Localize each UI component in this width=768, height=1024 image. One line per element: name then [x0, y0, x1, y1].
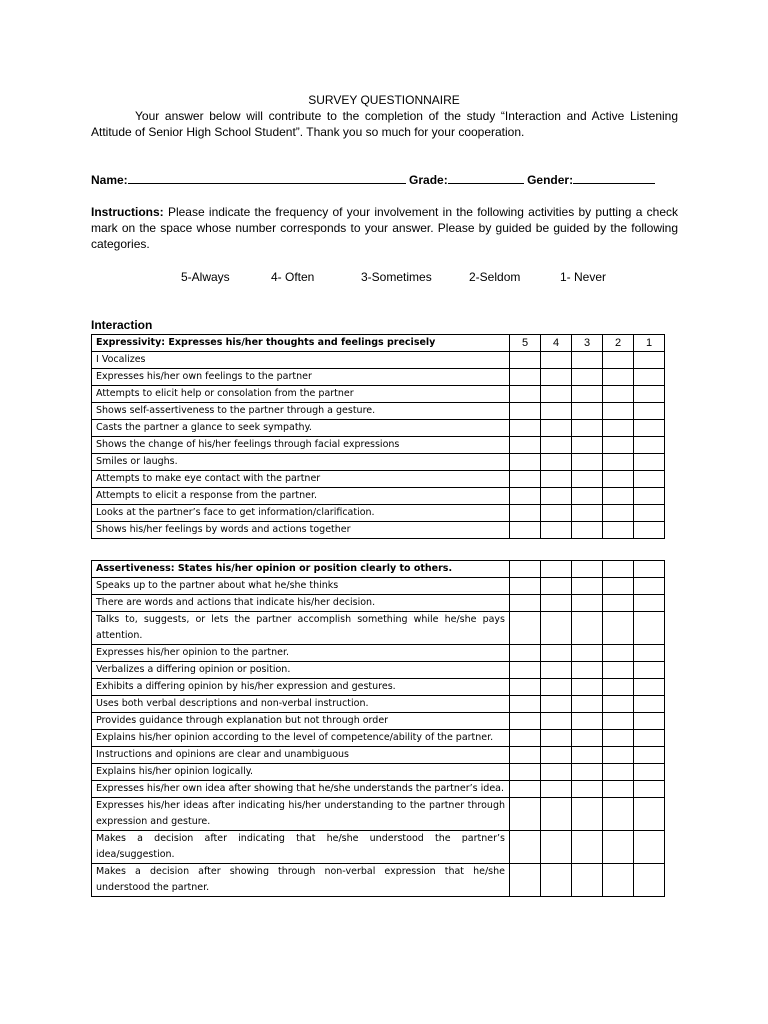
item-text: Attempts to elicit a response from the partner.: [92, 488, 510, 505]
check-cell-4[interactable]: [541, 505, 572, 522]
scale-often: 4- Often: [271, 270, 315, 284]
item-text: Smiles or laughs.: [92, 454, 510, 471]
check-cell-4[interactable]: [541, 369, 572, 386]
item-text: Attempts to elicit help or consolation from the partner: [92, 386, 510, 403]
item-text: Makes a decision after indicating that he/she understood the partner’s idea/suggestion.: [92, 831, 510, 864]
check-cell-5[interactable]: [510, 662, 541, 679]
item-text: Expresses his/her own idea after showing that he/she understands the partner’s idea.: [92, 781, 510, 798]
check-cell-4[interactable]: [541, 679, 572, 696]
check-cell-3[interactable]: [572, 730, 603, 747]
item-text: Makes a decision after showing through non-verbal expression that he/she understood the partner.: [92, 864, 510, 897]
check-cell-4[interactable]: [541, 645, 572, 662]
check-cell-3[interactable]: [572, 522, 603, 539]
check-cell-3[interactable]: [572, 798, 603, 831]
table-row: [92, 747, 665, 764]
item-text: Shows the change of his/her feelings through facial expressions: [92, 437, 510, 454]
check-cell-5[interactable]: [510, 420, 541, 437]
item-text: Explains his/her opinion according to the level of competence/ability of the partner.: [92, 730, 510, 747]
table-row: [92, 662, 665, 679]
check-cell-3[interactable]: [572, 578, 603, 595]
section-heading-interaction: Interaction: [91, 318, 153, 332]
check-cell-4[interactable]: [541, 595, 572, 612]
item-text: Looks at the partner’s face to get information/clarification.: [92, 505, 510, 522]
check-cell-3[interactable]: [572, 505, 603, 522]
item-text: Talks to, suggests, or lets the partner accomplish something while he/she pays attention.: [92, 612, 510, 645]
check-cell-3[interactable]: [572, 645, 603, 662]
check-cell-4[interactable]: [541, 831, 572, 864]
check-cell-5[interactable]: [510, 522, 541, 539]
scale-never: 1- Never: [560, 270, 607, 284]
gender-blank[interactable]: [573, 172, 655, 184]
check-cell-2[interactable]: [603, 369, 634, 386]
check-cell-3[interactable]: [572, 679, 603, 696]
check-cell-3[interactable]: [572, 864, 603, 897]
table-row: [92, 352, 665, 369]
check-cell-2[interactable]: [603, 747, 634, 764]
table-row: [92, 522, 665, 539]
check-cell-2[interactable]: [603, 679, 634, 696]
check-cell-1[interactable]: [634, 798, 665, 831]
check-cell-1[interactable]: [634, 437, 665, 454]
table-row: [92, 764, 665, 781]
check-cell-5[interactable]: [510, 595, 541, 612]
check-cell-5[interactable]: [510, 747, 541, 764]
check-cell-1[interactable]: [634, 612, 665, 645]
check-cell-1[interactable]: [634, 454, 665, 471]
check-cell-4[interactable]: [541, 386, 572, 403]
check-cell-1[interactable]: [634, 505, 665, 522]
check-cell-1[interactable]: [634, 781, 665, 798]
item-text: Verbalizes a differing opinion or position.: [92, 662, 510, 679]
check-cell-4[interactable]: [541, 864, 572, 897]
check-cell-4[interactable]: [541, 781, 572, 798]
check-cell-1[interactable]: [634, 522, 665, 539]
check-cell-1[interactable]: [634, 403, 665, 420]
grade-blank[interactable]: [448, 172, 524, 184]
instructions-text: Please indicate the frequency of your involvement in the following activities by putting a check mark on the space whose number corresponds to your answer. Please by guided be guided by the following categories.: [91, 205, 678, 251]
check-cell-5[interactable]: [510, 612, 541, 645]
check-cell-1[interactable]: [634, 730, 665, 747]
check-cell-5[interactable]: [510, 696, 541, 713]
check-cell-4[interactable]: [541, 696, 572, 713]
check-cell-3[interactable]: [572, 662, 603, 679]
check-cell-4[interactable]: [541, 403, 572, 420]
check-cell-1[interactable]: [634, 696, 665, 713]
score-header-2: 2: [603, 335, 634, 352]
table-row: [92, 612, 665, 645]
check-cell-3[interactable]: [572, 369, 603, 386]
table-row: [92, 505, 665, 522]
check-cell-2[interactable]: [603, 612, 634, 645]
check-cell-4[interactable]: [541, 798, 572, 831]
table-row: [92, 403, 665, 420]
check-cell-5[interactable]: [510, 713, 541, 730]
score-header-1: 1: [634, 335, 665, 352]
item-text: Expresses his/her own feelings to the partner: [92, 369, 510, 386]
check-cell-5[interactable]: [510, 864, 541, 897]
item-text: I Vocalizes: [92, 352, 510, 369]
check-cell-2[interactable]: [603, 662, 634, 679]
item-text: Uses both verbal descriptions and non-verbal instruction.: [92, 696, 510, 713]
item-text: Expresses his/her opinion to the partner.: [92, 645, 510, 662]
table-row: [92, 713, 665, 730]
check-cell-3[interactable]: [572, 612, 603, 645]
item-text: Shows his/her feelings by words and actions together: [92, 522, 510, 539]
check-cell-5[interactable]: [510, 764, 541, 781]
intro-paragraph: [91, 108, 678, 140]
table-row: [92, 578, 665, 595]
check-cell-4[interactable]: [541, 352, 572, 369]
check-cell-5[interactable]: [510, 798, 541, 831]
expressivity-header-row: [92, 335, 665, 352]
check-cell-4[interactable]: [541, 437, 572, 454]
check-cell-2[interactable]: [603, 696, 634, 713]
check-cell-2[interactable]: [603, 713, 634, 730]
check-cell-3[interactable]: [572, 488, 603, 505]
table-row: [92, 454, 665, 471]
check-cell-1[interactable]: [634, 420, 665, 437]
check-cell-5[interactable]: [510, 578, 541, 595]
check-cell-2[interactable]: [603, 352, 634, 369]
check-cell-4[interactable]: [541, 713, 572, 730]
check-cell-2[interactable]: [603, 595, 634, 612]
table-row: [92, 645, 665, 662]
check-cell-2[interactable]: [603, 578, 634, 595]
check-cell-2[interactable]: [603, 505, 634, 522]
check-cell-2[interactable]: [603, 864, 634, 897]
check-cell-1[interactable]: [634, 864, 665, 897]
table-row: [92, 471, 665, 488]
check-cell-3[interactable]: [572, 781, 603, 798]
check-cell-2[interactable]: [603, 798, 634, 831]
check-cell-1[interactable]: [634, 764, 665, 781]
check-cell-3[interactable]: [572, 595, 603, 612]
expressivity-table: [91, 334, 665, 539]
check-cell-2[interactable]: [603, 403, 634, 420]
check-cell-1[interactable]: [634, 352, 665, 369]
check-cell-2[interactable]: [603, 386, 634, 403]
check-cell-2[interactable]: [603, 488, 634, 505]
scale-always: 5-Always: [181, 270, 230, 284]
item-text: Casts the partner a glance to seek sympathy.: [92, 420, 510, 437]
check-cell-1[interactable]: [634, 747, 665, 764]
check-cell-4[interactable]: [541, 612, 572, 645]
check-cell-1[interactable]: [634, 713, 665, 730]
check-cell-2[interactable]: [603, 730, 634, 747]
intro-text: Your answer below will contribute to the completion of the study “Interaction and Active Listening Attitude of Senior High School Student”. Thank you so much for your cooperation.: [91, 109, 678, 139]
score-header-4: [541, 561, 572, 578]
check-cell-2[interactable]: [603, 781, 634, 798]
score-header-5: [510, 561, 541, 578]
item-text: Exhibits a differing opinion by his/her expression and gestures.: [92, 679, 510, 696]
check-cell-3[interactable]: [572, 747, 603, 764]
table-row: [92, 369, 665, 386]
score-header-4: 4: [541, 335, 572, 352]
check-cell-3[interactable]: [572, 420, 603, 437]
item-text: Expresses his/her ideas after indicating his/her understanding to the partner through expression and gesture.: [92, 798, 510, 831]
check-cell-2[interactable]: [603, 645, 634, 662]
score-header-1: [634, 561, 665, 578]
check-cell-4[interactable]: [541, 420, 572, 437]
check-cell-1[interactable]: [634, 662, 665, 679]
table-row: [92, 798, 665, 831]
grade-label: Grade:: [409, 173, 448, 187]
check-cell-4[interactable]: [541, 454, 572, 471]
check-cell-5[interactable]: [510, 437, 541, 454]
check-cell-4[interactable]: [541, 471, 572, 488]
check-cell-5[interactable]: [510, 730, 541, 747]
check-cell-1[interactable]: [634, 595, 665, 612]
check-cell-3[interactable]: [572, 386, 603, 403]
table-row: [92, 437, 665, 454]
check-cell-4[interactable]: [541, 578, 572, 595]
name-blank[interactable]: [128, 172, 406, 184]
check-cell-5[interactable]: [510, 645, 541, 662]
check-cell-1[interactable]: [634, 369, 665, 386]
check-cell-2[interactable]: [603, 522, 634, 539]
check-cell-3[interactable]: [572, 437, 603, 454]
check-cell-4[interactable]: [541, 662, 572, 679]
check-cell-1[interactable]: [634, 578, 665, 595]
instructions-label: Instructions:: [91, 205, 164, 219]
check-cell-1[interactable]: [634, 471, 665, 488]
scale-sometimes: 3-Sometimes: [361, 270, 432, 284]
check-cell-3[interactable]: [572, 713, 603, 730]
check-cell-5[interactable]: [510, 831, 541, 864]
assertiveness-header-row: [92, 561, 665, 578]
expressivity-header: Expressivity: Expresses his/her thoughts and feelings precisely: [92, 335, 510, 352]
check-cell-4[interactable]: [541, 730, 572, 747]
check-cell-2[interactable]: [603, 764, 634, 781]
assertiveness-table: [91, 560, 665, 897]
check-cell-1[interactable]: [634, 831, 665, 864]
check-cell-4[interactable]: [541, 522, 572, 539]
respondent-info-line: [91, 172, 691, 188]
check-cell-5[interactable]: [510, 471, 541, 488]
table-row: [92, 595, 665, 612]
check-cell-5[interactable]: [510, 352, 541, 369]
score-header-2: [603, 561, 634, 578]
rating-scale-legend: [0, 269, 768, 285]
table-row: [92, 386, 665, 403]
item-text: Shows self-assertiveness to the partner through a gesture.: [92, 403, 510, 420]
table-row: [92, 730, 665, 747]
check-cell-5[interactable]: [510, 781, 541, 798]
table-row: [92, 696, 665, 713]
gender-label: Gender:: [527, 173, 574, 187]
check-cell-3[interactable]: [572, 696, 603, 713]
check-cell-1[interactable]: [634, 679, 665, 696]
check-cell-5[interactable]: [510, 386, 541, 403]
table-row: [92, 831, 665, 864]
table-row: [92, 679, 665, 696]
score-header-3: [572, 561, 603, 578]
instructions-paragraph: [91, 204, 678, 252]
check-cell-3[interactable]: [572, 352, 603, 369]
item-text: There are words and actions that indicate his/her decision.: [92, 595, 510, 612]
score-header-5: 5: [510, 335, 541, 352]
check-cell-5[interactable]: [510, 505, 541, 522]
check-cell-1[interactable]: [634, 645, 665, 662]
check-cell-2[interactable]: [603, 454, 634, 471]
check-cell-3[interactable]: [572, 471, 603, 488]
score-header-3: 3: [572, 335, 603, 352]
document-title: SURVEY QUESTIONNAIRE: [308, 93, 460, 107]
table-row: [92, 488, 665, 505]
check-cell-3[interactable]: [572, 764, 603, 781]
item-text: Provides guidance through explanation but not through order: [92, 713, 510, 730]
check-cell-2[interactable]: [603, 420, 634, 437]
check-cell-2[interactable]: [603, 471, 634, 488]
assertiveness-header: Assertiveness: States his/her opinion or position clearly to others.: [92, 561, 510, 578]
table-row: [92, 781, 665, 798]
check-cell-3[interactable]: [572, 831, 603, 864]
check-cell-1[interactable]: [634, 488, 665, 505]
item-text: Speaks up to the partner about what he/she thinks: [92, 578, 510, 595]
check-cell-2[interactable]: [603, 437, 634, 454]
check-cell-3[interactable]: [572, 403, 603, 420]
check-cell-5[interactable]: [510, 488, 541, 505]
check-cell-5[interactable]: [510, 454, 541, 471]
item-text: Instructions and opinions are clear and unambiguous: [92, 747, 510, 764]
check-cell-4[interactable]: [541, 488, 572, 505]
table-row: [92, 864, 665, 897]
check-cell-2[interactable]: [603, 831, 634, 864]
check-cell-5[interactable]: [510, 403, 541, 420]
scale-seldom: 2-Seldom: [469, 270, 521, 284]
item-text: Attempts to make eye contact with the partner: [92, 471, 510, 488]
item-text: Explains his/her opinion logically.: [92, 764, 510, 781]
check-cell-3[interactable]: [572, 454, 603, 471]
name-label: Name:: [91, 173, 128, 187]
check-cell-4[interactable]: [541, 764, 572, 781]
table-row: [92, 420, 665, 437]
check-cell-5[interactable]: [510, 679, 541, 696]
check-cell-1[interactable]: [634, 386, 665, 403]
check-cell-4[interactable]: [541, 747, 572, 764]
check-cell-5[interactable]: [510, 369, 541, 386]
